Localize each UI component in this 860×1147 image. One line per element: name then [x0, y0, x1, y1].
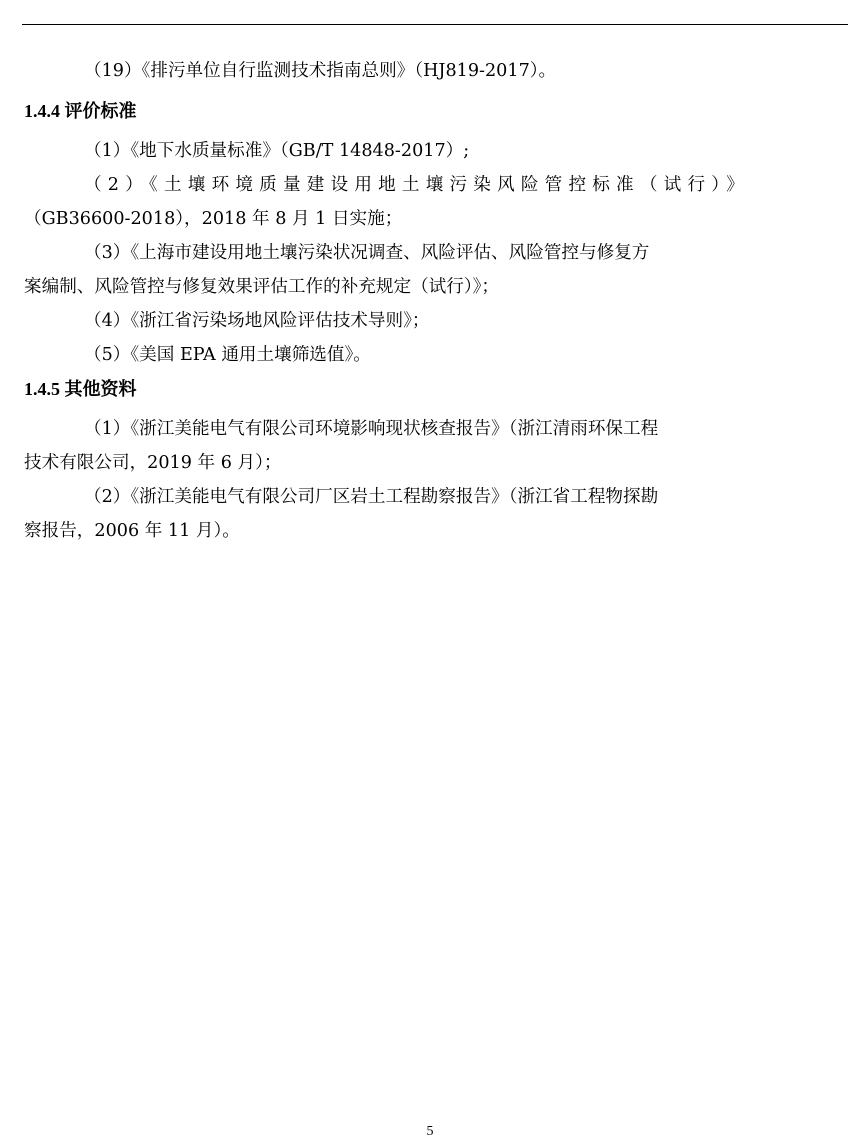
reference-item-19: （19）《排污单位自行监测技术指南总则》（HJ819-2017）。 [84, 61, 557, 81]
section-heading-1-4-5: 1.4.5 其他资料 [24, 379, 137, 399]
standard-item-5: （5）《美国 EPA 通用土壤筛选值》。 [84, 345, 371, 365]
standard-item-3-line-2: 案编制、风险管控与修复效果评估工作的补充规定（试行）》； [24, 277, 500, 297]
other-item-1-line-1: （1）《浙江美能电气有限公司环境影响现状核查报告》（浙江清雨环保工程 [84, 419, 659, 439]
standard-item-4: （4）《浙江省污染场地风险评估技术导则》； [84, 311, 430, 331]
standard-item-2-line-2: （GB36600-2018），2018 年 8 月 1 日实施； [24, 209, 403, 229]
other-item-1-line-2: 技术有限公司，2019 年 6 月）； [24, 453, 282, 473]
page-number: 5 [426, 1124, 434, 1139]
other-item-2-line-1: （2）《浙江美能电气有限公司厂区岩土工程勘察报告》（浙江省工程物探勘 [84, 487, 659, 507]
standard-item-2-line-1 [24, 168, 846, 202]
document-body [24, 54, 846, 548]
standard-item-1: （1）《地下水质量标准》（GB/T 14848-2017）; [84, 141, 470, 161]
standard-item-3-line-1: （3）《上海市建设用地土壤污染状况调查、风险评估、风险管控与修复方 [84, 243, 650, 263]
section-heading-1-4-4: 1.4.4 评价标准 [24, 101, 137, 121]
other-item-2-line-2: 察报告，2006 年 11 月）。 [24, 521, 240, 541]
standard-item-2-text: （2）《土壤环境质量建设用地土壤污染风险管控标准（试行）》 [84, 175, 751, 195]
header-rule [22, 24, 848, 25]
